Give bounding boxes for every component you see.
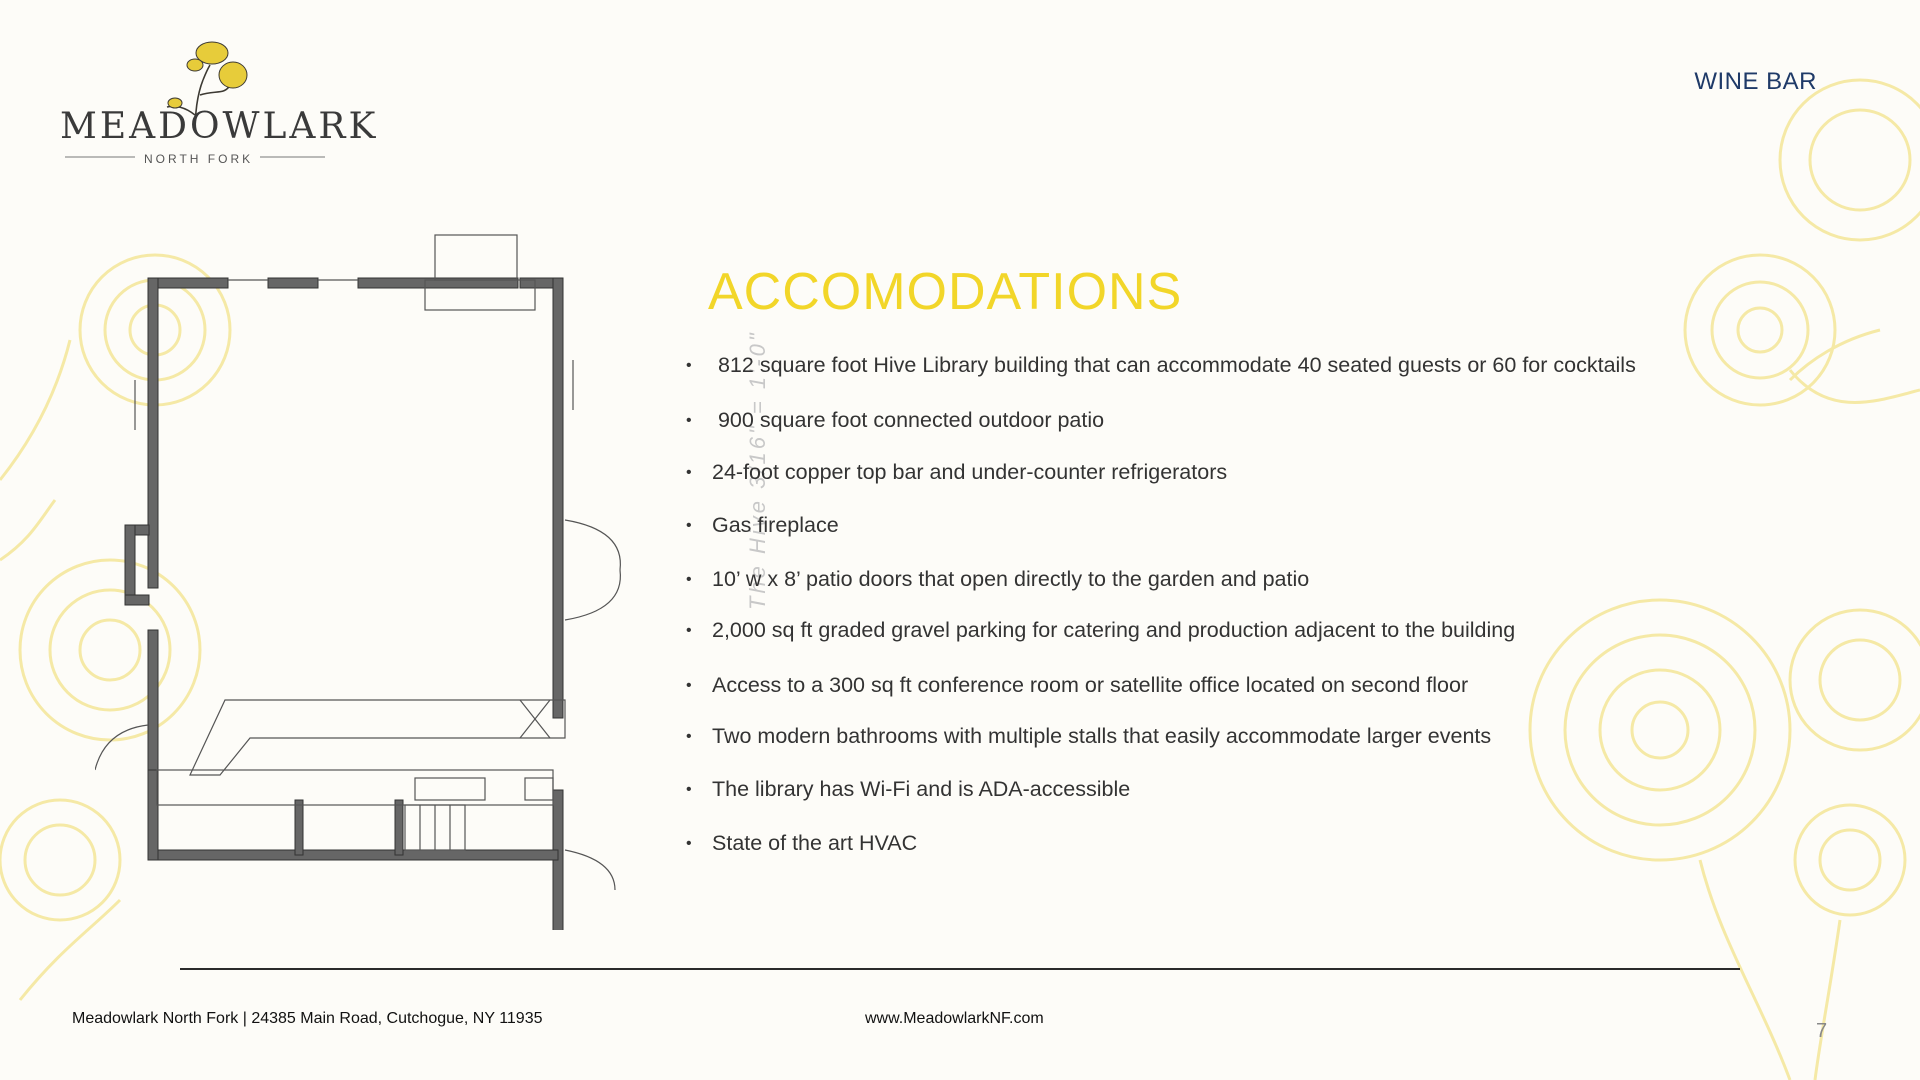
list-item-text: 812 square foot Hive Library building that can accommodate 40 seated guests or 60 for cocktails: [712, 353, 1636, 377]
footer-divider: [180, 968, 1740, 970]
list-item-text: 900 square foot connected outdoor patio: [712, 408, 1105, 432]
brand-name: MEADOWLARK: [60, 106, 379, 147]
list-item: • 900 square foot connected outdoor patio: [686, 408, 1105, 432]
list-item: • 812 square foot Hive Library building that can accommodate 40 seated guests or 60 for cocktails: [686, 353, 1636, 377]
list-item-text: 24-foot copper top bar and under-counter refrigerators: [712, 460, 1228, 484]
brand-location: NORTH FORK: [144, 152, 254, 166]
floor-plan-drawing: [95, 230, 645, 930]
list-item-text: State of the art HVAC: [712, 831, 918, 855]
list-item: • Two modern bathrooms with multiple stalls that easily accommodate larger events: [686, 724, 1492, 748]
list-item-text: 2,000 sq ft graded gravel parking for catering and production adjacent to the building: [712, 618, 1516, 642]
page-number: 7: [1816, 1020, 1828, 1042]
list-item: • 24-foot copper top bar and under-counter refrigerators: [686, 460, 1228, 484]
list-item-text: The library has Wi-Fi and is ADA-accessible: [712, 777, 1131, 801]
section-heading: ACCOMODATIONS: [708, 263, 1183, 321]
list-item: • The library has Wi-Fi and is ADA-accessible: [686, 777, 1131, 801]
list-item-text: Gas fireplace: [712, 513, 839, 537]
list-item: • State of the art HVAC: [686, 831, 918, 855]
list-item: • Access to a 300 sq ft conference room or satellite office located on second floor: [686, 673, 1469, 697]
list-item: • 10’ w x 8’ patio doors that open directly to the garden and patio: [686, 567, 1310, 591]
page-tag: WINE BAR: [1694, 68, 1817, 95]
list-item: • 2,000 sq ft graded gravel parking for catering and production adjacent to the building: [686, 618, 1516, 642]
list-item-text: Access to a 300 sq ft conference room or satellite office located on second floor: [712, 673, 1469, 697]
list-item: • Gas fireplace: [686, 513, 839, 537]
footer-address: Meadowlark North Fork | 24385 Main Road, Cutchogue, NY 11935: [72, 1010, 543, 1027]
footer-website-link[interactable]: www.MeadowlarkNF.com: [865, 1010, 1044, 1027]
floor-plan-scale-watermark: The Hive 3/16" = 1'-0": [745, 330, 770, 610]
list-item-text: 10’ w x 8’ patio doors that open directly to the garden and patio: [712, 567, 1310, 591]
list-item-text: Two modern bathrooms with multiple stalls that easily accommodate larger events: [712, 724, 1492, 748]
